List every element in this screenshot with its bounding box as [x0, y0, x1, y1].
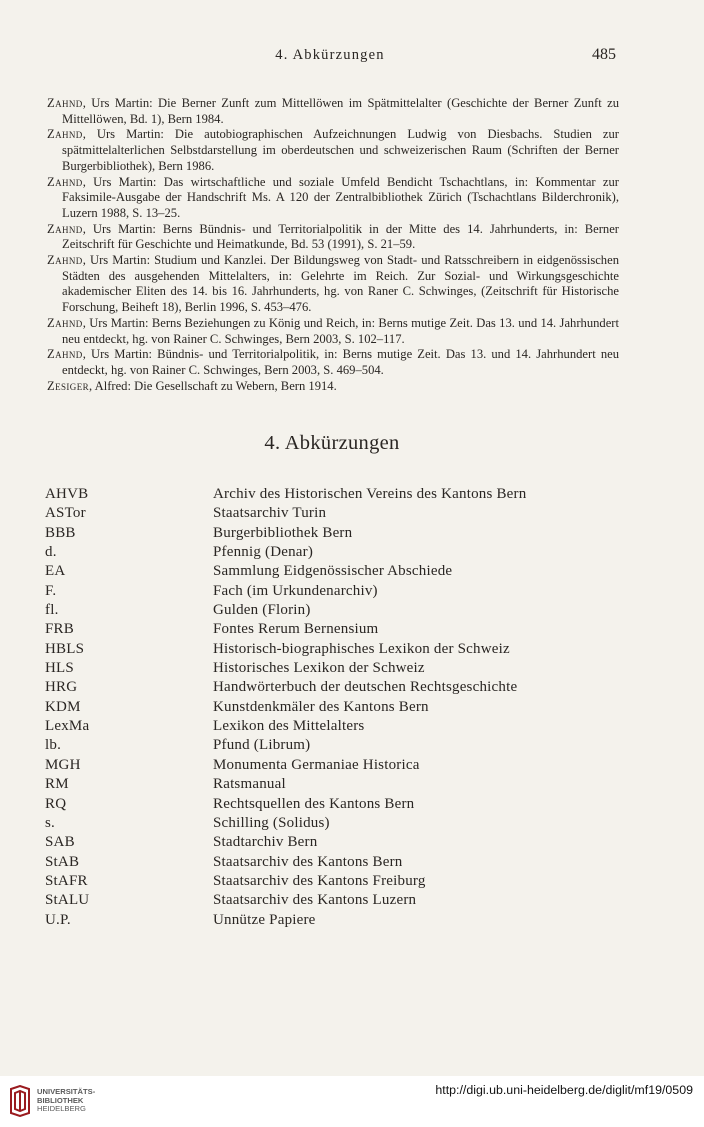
abbreviation-key: fl.: [45, 602, 59, 619]
abbreviation-expansion: Staatsarchiv des Kantons Freiburg: [213, 872, 426, 889]
abbreviation-expansion: Monumenta Germaniae Historica: [213, 756, 420, 773]
abbreviation-key: d.: [45, 544, 57, 561]
entry-author: Zahnd: [47, 347, 83, 362]
abbreviation-key: HBLS: [45, 640, 85, 657]
footer-bar: [0, 1076, 704, 1127]
abbreviation-row: [45, 795, 645, 814]
abbreviation-row: [45, 833, 645, 852]
abbreviation-expansion: Schilling (Solidus): [213, 814, 330, 831]
bibliography-list: [47, 96, 619, 394]
abbreviation-expansion: Historisch-biographisches Lexikon der Schweiz: [213, 640, 510, 657]
abbreviation-key: AHVB: [45, 486, 89, 502]
abbreviation-row: [45, 756, 645, 775]
bibliography-entry: [47, 127, 619, 174]
bibliography-entry: [47, 222, 619, 253]
entry-text: , Urs Martin: Berns Bündnis- und Territorialpolitik in der Mitte des 14. Jahrhunderts, in: Berner Zeitschrift für Geschichte und Heimatkunde, Bd. 53 (1991), S. 21–59.: [62, 221, 619, 252]
abbreviation-key: RQ: [45, 795, 67, 812]
abbreviation-row: [45, 601, 645, 620]
abbreviation-expansion: Staatsarchiv des Kantons Luzern: [213, 892, 417, 909]
abbreviation-key: LexMa: [45, 718, 90, 735]
abbreviation-expansion: Rechtsquellen des Kantons Bern: [213, 795, 415, 812]
abbreviation-row: [45, 485, 645, 504]
entry-author: Zahnd: [47, 96, 83, 110]
abbreviation-key: EA: [45, 563, 66, 580]
entry-author: Zahnd: [47, 174, 83, 189]
abbreviation-key: StALU: [45, 892, 90, 909]
abbreviation-expansion: Ratsmanual: [213, 776, 286, 793]
abbreviation-row: [45, 504, 645, 523]
abbreviation-key: U.P.: [45, 911, 71, 928]
abbreviation-expansion: Lexikon des Mittelalters: [213, 718, 365, 735]
abbreviation-row: [45, 911, 645, 930]
entry-text: , Urs Martin: Studium und Kanzlei. Der Bildungsweg von Stadt- und Ratsschreibern in eidgenössischen Städten des ausgehenden Mittelalters, in: Gelehrte im Reich. Zur Sozial- und Wirkungsgeschichte akademischer Eliten des 14. bis 16. Jahrhunderts, hg. von Raner C. Schwinges, (Zeitschrift für Historische Forschung, Beiheft 18), Berlin 1996, S. 453–476.: [62, 253, 619, 315]
abbreviation-expansion: Pfund (Librum): [213, 737, 311, 754]
entry-text: , Urs Martin: Das wirtschaftliche und soziale Umfeld Bendicht Tschachtlans, in: Kommentar zur Faksimile-Ausgabe der Handschrift Ms. A 120 der Zentralbibliothek Zürich (Tschachtlans Bilderchronik), Luzern 1988, S. 13–25.: [62, 174, 619, 220]
entry-text: , Urs Martin: Berns Beziehungen zu König und Reich, in: Berns mutige Zeit. Das 13. und 14. Jahrhundert neu entdeckt, hg. von Rainer C. Schwinges, Bern 2003, S. 102–117.: [62, 315, 619, 346]
abbreviation-expansion: Archiv des Historischen Vereins des Kantons Bern: [213, 486, 527, 502]
bibliography-entry: [47, 175, 619, 222]
page-number: 485: [592, 46, 616, 63]
entry-text: , Urs Martin: Bündnis- und Territorialpolitik, in: Berns mutige Zeit. Das 13. und 14. Jahrhundert neu entdeckt, hg. von Rainer C. Schwinges, Bern 2003, S. 469–504.: [62, 347, 619, 377]
abbreviation-expansion: Kunstdenkmäler des Kantons Bern: [213, 698, 429, 715]
abbreviation-expansion: Fach (im Urkundenarchiv): [213, 582, 378, 599]
abbreviation-list: [45, 485, 645, 930]
abbreviation-key: StAB: [45, 853, 80, 870]
entry-text: , Alfred: Die Gesellschaft zu Webern, Bern 1914.: [89, 378, 337, 393]
abbreviation-row: [45, 891, 645, 910]
entry-text: , Urs Martin: Die Berner Zunft zum Mittellöwen im Spätmittelalter (Geschichte der Berner Zunft zu Mittellöwen, Bd. 1), Bern 1984.: [62, 96, 619, 126]
abbreviation-key: HLS: [45, 660, 74, 677]
abbreviation-row: [45, 562, 645, 581]
source-url-link[interactable]: http://digi.ub.uni-heidelberg.de/diglit/mf19/0509: [435, 1083, 693, 1097]
abbreviation-key: StAFR: [45, 872, 88, 889]
abbreviation-expansion: Sammlung Eidgenössischer Abschiede: [213, 563, 453, 580]
bibliography-entry: [47, 316, 619, 347]
logo-line-1: UNIVERSITÄTS-: [37, 1087, 96, 1096]
abbreviation-expansion: Staatsarchiv Turin: [213, 505, 327, 522]
abbreviation-key: KDM: [45, 698, 81, 715]
abbreviation-row: [45, 524, 645, 543]
abbreviation-row: [45, 620, 645, 639]
abbreviation-row: [45, 853, 645, 872]
abbreviation-expansion: Unnütze Papiere: [213, 911, 316, 928]
abbreviation-key: F.: [45, 582, 57, 599]
abbreviation-key: lb.: [45, 737, 62, 754]
section-heading: 4. Abkürzungen: [264, 432, 400, 454]
entry-author: Zahnd: [47, 221, 83, 236]
abbreviation-key: ASTor: [45, 505, 86, 522]
running-head-title: 4. Abkürzungen: [275, 47, 385, 63]
logo-line-3: HEIDELBERG: [37, 1104, 86, 1114]
abbreviation-expansion: Gulden (Florin): [213, 602, 311, 619]
abbreviation-row: [45, 872, 645, 891]
entry-author: Zahnd: [47, 253, 83, 268]
abbreviation-expansion: Burgerbibliothek Bern: [213, 524, 353, 541]
bibliography-entry: [47, 253, 619, 316]
entry-author: Zesiger: [47, 378, 89, 393]
abbreviation-row: [45, 717, 645, 736]
abbreviation-row: [45, 698, 645, 717]
abbreviation-key: FRB: [45, 621, 74, 638]
entry-text: , Urs Martin: Die autobiographischen Aufzeichnungen Ludwig von Diesbachs. Studien zur spätmittelalterlichen Selbstdarstellung im oberdeutschen und schweizerischen Raum (Schriften der Berner Burgerbibliothek), Bern 1986.: [62, 127, 619, 173]
bibliography-entry: [47, 379, 619, 395]
abbreviation-key: HRG: [45, 679, 78, 696]
abbreviation-expansion: Handwörterbuch der deutschen Rechtsgeschichte: [213, 679, 518, 696]
logo-line-2: BIBLIOTHEK: [37, 1095, 84, 1105]
abbreviation-expansion: Stadtarchiv Bern: [213, 834, 318, 851]
abbreviation-row: [45, 659, 645, 678]
library-logo-text: [37, 1088, 95, 1114]
abbreviation-key: s.: [45, 814, 55, 831]
abbreviation-expansion: Pfennig (Denar): [213, 544, 314, 561]
abbreviation-key: BBB: [45, 524, 76, 541]
abbreviation-row: [45, 640, 645, 659]
abbreviation-expansion: Staatsarchiv des Kantons Bern: [213, 853, 403, 870]
abbreviation-expansion: Fontes Rerum Bernensium: [213, 621, 379, 638]
abbreviation-row: [45, 543, 645, 562]
abbreviation-row: [45, 678, 645, 697]
abbreviation-row: [45, 814, 645, 833]
abbreviation-key: RM: [45, 776, 69, 793]
library-logo-icon: [9, 1085, 31, 1117]
abbreviation-row: [45, 582, 645, 601]
abbreviation-row: [45, 736, 645, 755]
abbreviation-key: MGH: [45, 756, 81, 773]
bibliography-entry: [47, 347, 619, 378]
abbreviation-row: [45, 775, 645, 794]
running-head: [0, 47, 704, 69]
bibliography-entry: [47, 96, 619, 127]
entry-author: Zahnd: [47, 127, 83, 142]
entry-author: Zahnd: [47, 315, 83, 330]
abbreviation-expansion: Historisches Lexikon der Schweiz: [213, 660, 425, 677]
abbreviation-key: SAB: [45, 834, 75, 851]
